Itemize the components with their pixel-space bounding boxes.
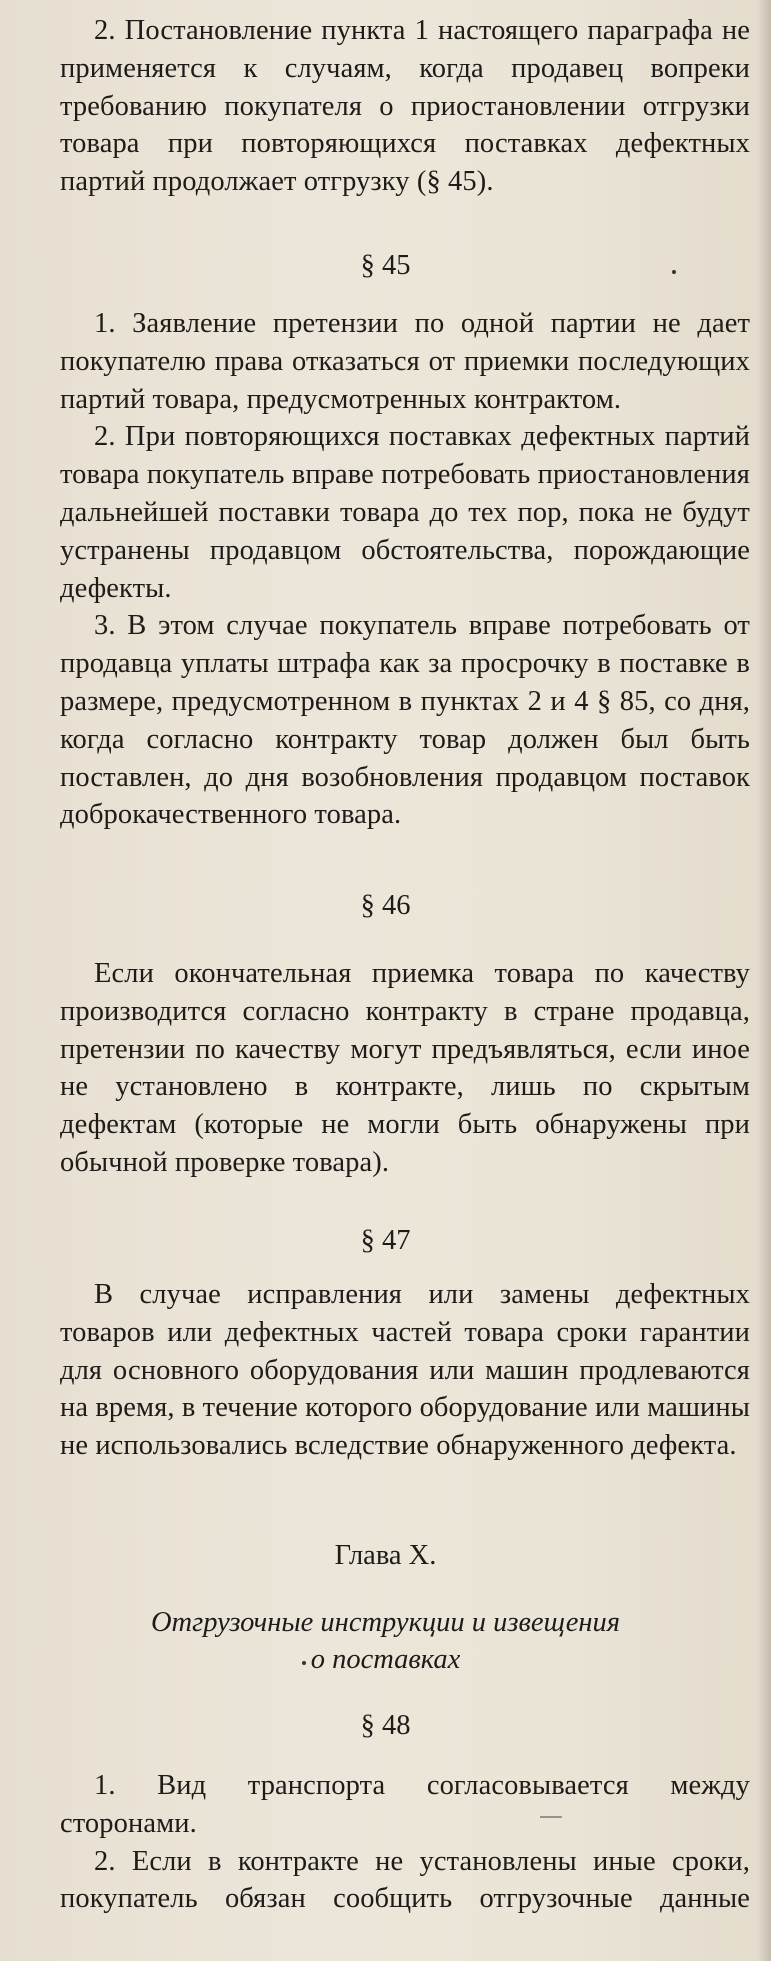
- section-46-body: [60, 955, 750, 1182]
- intro-block: [60, 12, 750, 201]
- section-45-paragraph-3: 3. В этом случае покупатель вправе потребовать от продавца уплаты штрафа как за просрочку в поставке в размере, предусмотренном в пунктах 2 и 4 § 85, со дня, когда согласно контракту товар должен был быть поставлен, до дня возобновления продавцом поставок доброкачественного товара.: [60, 610, 750, 831]
- scan-speck: [672, 270, 676, 274]
- section-45-body: [60, 305, 750, 834]
- intro-paragraph: 2. Постановление пункта 1 настоящего параграфа не применяется к случаям, когда продавец вопреки требованию покупателя о приостановлении отгрузки товара при повторяющихся поставках дефектных партий продолжает отгрузку (§ 45).: [60, 15, 750, 198]
- scan-mark: [540, 1816, 562, 1818]
- section-47-paragraph-1: В случае исправления или замены дефектных товаров или дефектных частей товара сроки гарантии для основного оборудования или машин продлеваются на время, в течение которого оборудование или машины не использовались вследствие обнаруженного дефекта.: [60, 1279, 750, 1462]
- section-45-paragraph-2: 2. При повторяющихся поставках дефектных партий товара покупатель вправе потребовать приостановления дальнейшей поставки товара до тех пор, пока не будут устранены продавцом обстоятельства, порождающие дефекты.: [60, 421, 750, 604]
- section-46-paragraph-1: Если окончательная приемка товара по качеству производится согласно контракту в стране продавца, претензии по качеству могут предъявляться, если иное не установлено в контракте, лишь по скрытым дефектам (которые не могли быть обнаружены при обычной проверке товара).: [60, 958, 750, 1178]
- section-48-heading: § 48: [360, 1710, 411, 1741]
- chapter-subtitle-line-2: о поставках: [310, 1644, 461, 1675]
- section-45-paragraph-1: 1. Заявление претензии по одной партии не дает покупателю права отказаться от приемки последующих партий товара, предусмотренных контрактом.: [60, 308, 750, 415]
- section-45-heading: § 45: [360, 250, 411, 281]
- chapter-title: Глава X.: [334, 1540, 437, 1571]
- section-48-paragraph-1: 1. Вид транспорта согласовывается между сторонами.: [60, 1770, 750, 1839]
- section-48-body: [60, 1767, 750, 1918]
- section-47-body: [60, 1276, 750, 1465]
- section-46-heading: § 46: [360, 890, 411, 921]
- section-47-heading: § 47: [360, 1225, 411, 1256]
- chapter-subtitle-line-1: Отгрузочные инструкции и извещения: [150, 1607, 621, 1638]
- scan-speck: [302, 1661, 306, 1665]
- section-48-paragraph-2: 2. Если в контракте не установлены иные сроки, покупатель обязан сообщить отгрузочные данные: [60, 1845, 750, 1915]
